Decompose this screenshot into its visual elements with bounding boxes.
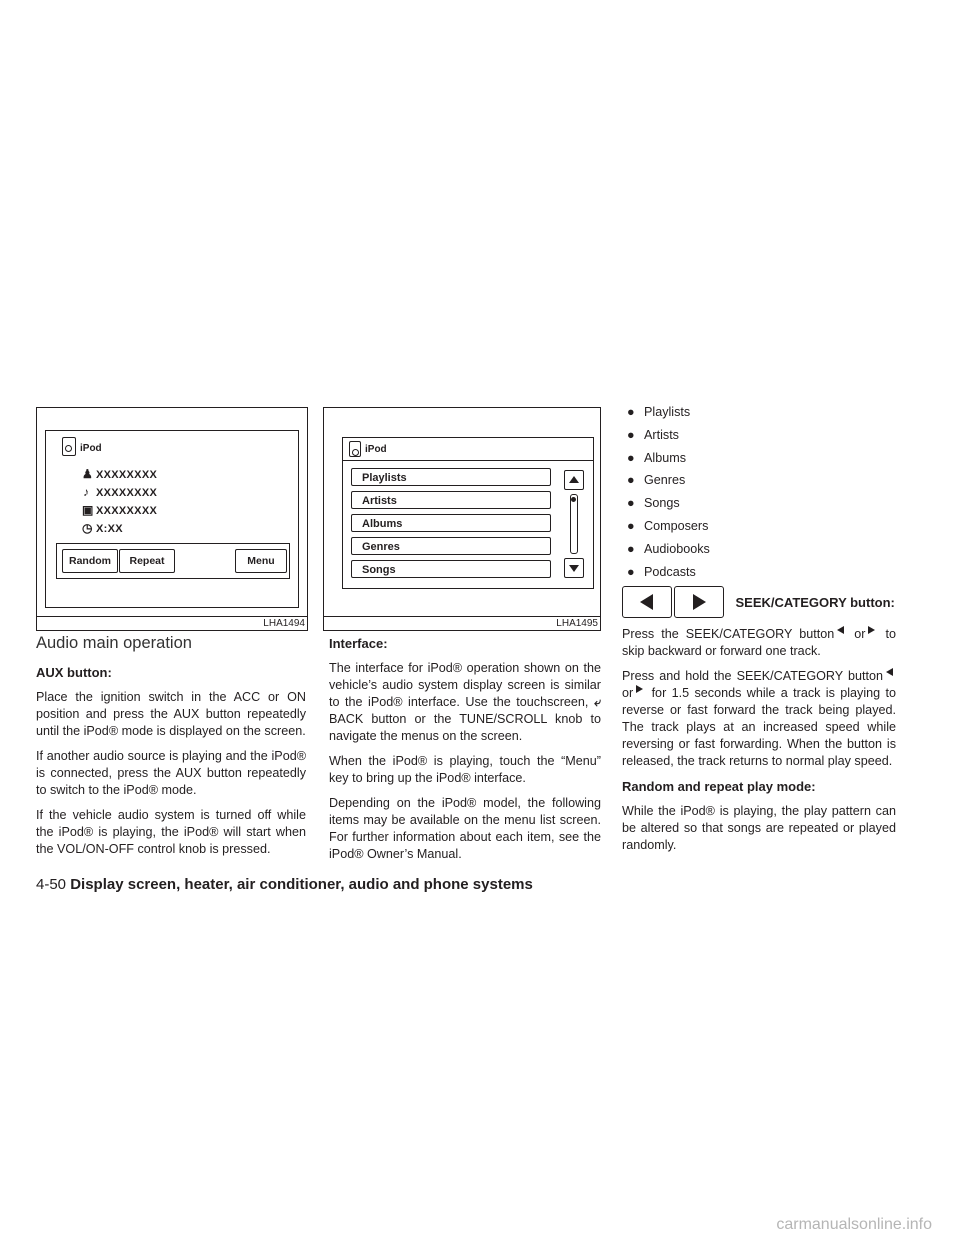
seek-back-button-illustration — [622, 586, 672, 618]
paragraph-text: for 1.5 seconds while a track is playing to reverse or fast forward the track being played. The track plays at an increased speed while reversing or fast forwarding. When the button is released, the track returns to normal play speed. — [622, 686, 896, 769]
list-item-albums[interactable]: Albums — [351, 514, 551, 532]
list-item-artists[interactable]: Artists — [351, 491, 551, 509]
scroll-down-button[interactable] — [564, 558, 584, 578]
list-item — [622, 495, 896, 512]
paragraph-text: Press and hold the SEEK/CATEGORY button — [622, 669, 883, 684]
scroll-up-button[interactable] — [564, 470, 584, 490]
bullet-icon: ● — [627, 405, 635, 419]
display-screen — [45, 430, 299, 608]
list-item-text: Songs — [644, 496, 680, 511]
screen-title: iPod — [365, 444, 387, 455]
seek-back-icon — [640, 594, 653, 610]
bullet-icon: ● — [627, 427, 635, 442]
paragraph — [622, 668, 896, 770]
song-text: XXXXXXXX — [96, 487, 158, 499]
list-item — [622, 518, 896, 535]
title-divider — [343, 460, 593, 461]
seek-category-heading: SEEK/CATEGORY button: — [735, 594, 895, 610]
seek-forward-icon — [868, 626, 875, 634]
repeat-button[interactable]: Repeat — [119, 549, 175, 573]
scrollbar-track[interactable] — [570, 494, 578, 554]
chapter-title: Display screen, heater, air conditioner, audio and phone systems — [70, 876, 533, 893]
list-item-text: Playlists — [644, 405, 691, 419]
album-icon: ▣ — [82, 503, 94, 517]
list-item-text: Albums — [644, 450, 686, 465]
scrollbar-thumb[interactable] — [571, 497, 576, 502]
bullet-icon: ● — [627, 518, 635, 533]
random-repeat-heading: Random and repeat play mode: — [622, 779, 816, 795]
section-heading: Audio main operation — [36, 634, 192, 652]
back-icon: ⤶ — [593, 695, 602, 709]
song-icon: ♪ — [83, 485, 89, 499]
list-item — [622, 427, 896, 444]
seek-back-icon — [886, 668, 893, 676]
artist-icon: ♟ — [82, 467, 93, 481]
interface-heading: Interface: — [329, 636, 388, 651]
down-arrow-icon — [569, 565, 579, 572]
artist-text: XXXXXXXX — [96, 469, 158, 481]
clock-icon: ◷ — [82, 521, 93, 535]
bullet-icon: ● — [627, 473, 635, 488]
seek-forward-button-illustration — [674, 586, 724, 618]
album-text: XXXXXXXX — [96, 505, 158, 517]
list-item-text: Composers — [644, 518, 709, 533]
random-button[interactable]: Random — [62, 549, 118, 573]
paragraph-text: or — [622, 686, 634, 701]
list-item — [622, 541, 896, 558]
list-item-text: Artists — [644, 427, 679, 442]
list-item — [622, 450, 896, 467]
paragraph-text: The interface for iPod® operation shown on the vehicle’s audio system display screen is similar to the iPod® interface. Use the touchscreen, — [329, 661, 601, 709]
ipod-icon — [349, 441, 361, 457]
button-bar — [56, 543, 290, 579]
page-footer — [36, 876, 533, 893]
paragraph — [329, 660, 601, 745]
paragraph-text: BACK button or the TUNE/SCROLL knob to navigate the menus on the screen. — [329, 712, 601, 743]
up-arrow-icon — [569, 476, 579, 483]
bullet-icon: ● — [627, 450, 635, 465]
bullet-icon: ● — [627, 564, 635, 579]
list-item-playlists[interactable]: Playlists — [351, 468, 551, 486]
paragraph — [622, 626, 896, 660]
seek-forward-icon — [636, 685, 643, 693]
column-3 — [622, 404, 896, 862]
paragraph-text: Press the SEEK/CATEGORY button — [622, 627, 835, 642]
list-item — [622, 564, 896, 581]
list-item-text: Genres — [644, 473, 686, 488]
list-item-songs[interactable]: Songs — [351, 560, 551, 578]
paragraph: Depending on the iPod® model, the following items may be available on the menu list screen. For further information about each item, see the iPod® Owner’s Manual. — [329, 796, 601, 861]
seek-back-icon — [837, 626, 844, 634]
paragraph: While the iPod® is playing, the play pattern can be altered so that songs are repeated or played randomly. — [622, 804, 896, 853]
list-item-genres[interactable]: Genres — [351, 537, 551, 555]
column-2 — [329, 635, 601, 871]
figure-label: LHA1494 — [263, 618, 305, 629]
aux-button-heading: AUX button: — [36, 665, 112, 680]
list-item — [622, 472, 896, 489]
seek-heading-row — [622, 586, 896, 618]
page-number: 4-50 — [36, 876, 67, 893]
menu-items-list — [622, 404, 896, 581]
column-1 — [36, 635, 306, 866]
figure-ipod-interface — [323, 407, 601, 631]
menu-button[interactable]: Menu — [235, 549, 287, 573]
seek-forward-icon — [693, 594, 706, 610]
paragraph: When the iPod® is playing, touch the “Menu” key to bring up the iPod® interface. — [329, 754, 601, 785]
figure-audio-main — [36, 407, 308, 631]
watermark: carmanualsonline.info — [776, 1216, 932, 1233]
display-screen — [342, 437, 594, 589]
paragraph: Place the ignition switch in the ACC or ON position and press the AUX button repeatedly until the iPod® mode is displayed on the screen. — [36, 690, 306, 738]
ipod-icon — [62, 437, 76, 456]
list-item-text: Podcasts — [644, 564, 696, 579]
list-item-text: Audiobooks — [644, 541, 710, 556]
paragraph: If the vehicle audio system is turned off while the iPod® is playing, the iPod® will start when the VOL/ON-OFF control knob is pressed. — [36, 808, 306, 856]
bullet-icon: ● — [627, 496, 635, 511]
paragraph-text: or — [854, 627, 866, 642]
bullet-icon: ● — [627, 541, 635, 556]
time-text: X:XX — [96, 523, 123, 535]
paragraph: If another audio source is playing and the iPod® is connected, press the AUX button repeatedly to switch to the iPod® mode. — [36, 749, 306, 797]
list-item — [622, 404, 896, 421]
paragraph-text: to skip backward or forward one track. — [622, 627, 897, 659]
screen-title: iPod — [80, 443, 102, 454]
figure-label: LHA1495 — [556, 618, 598, 629]
